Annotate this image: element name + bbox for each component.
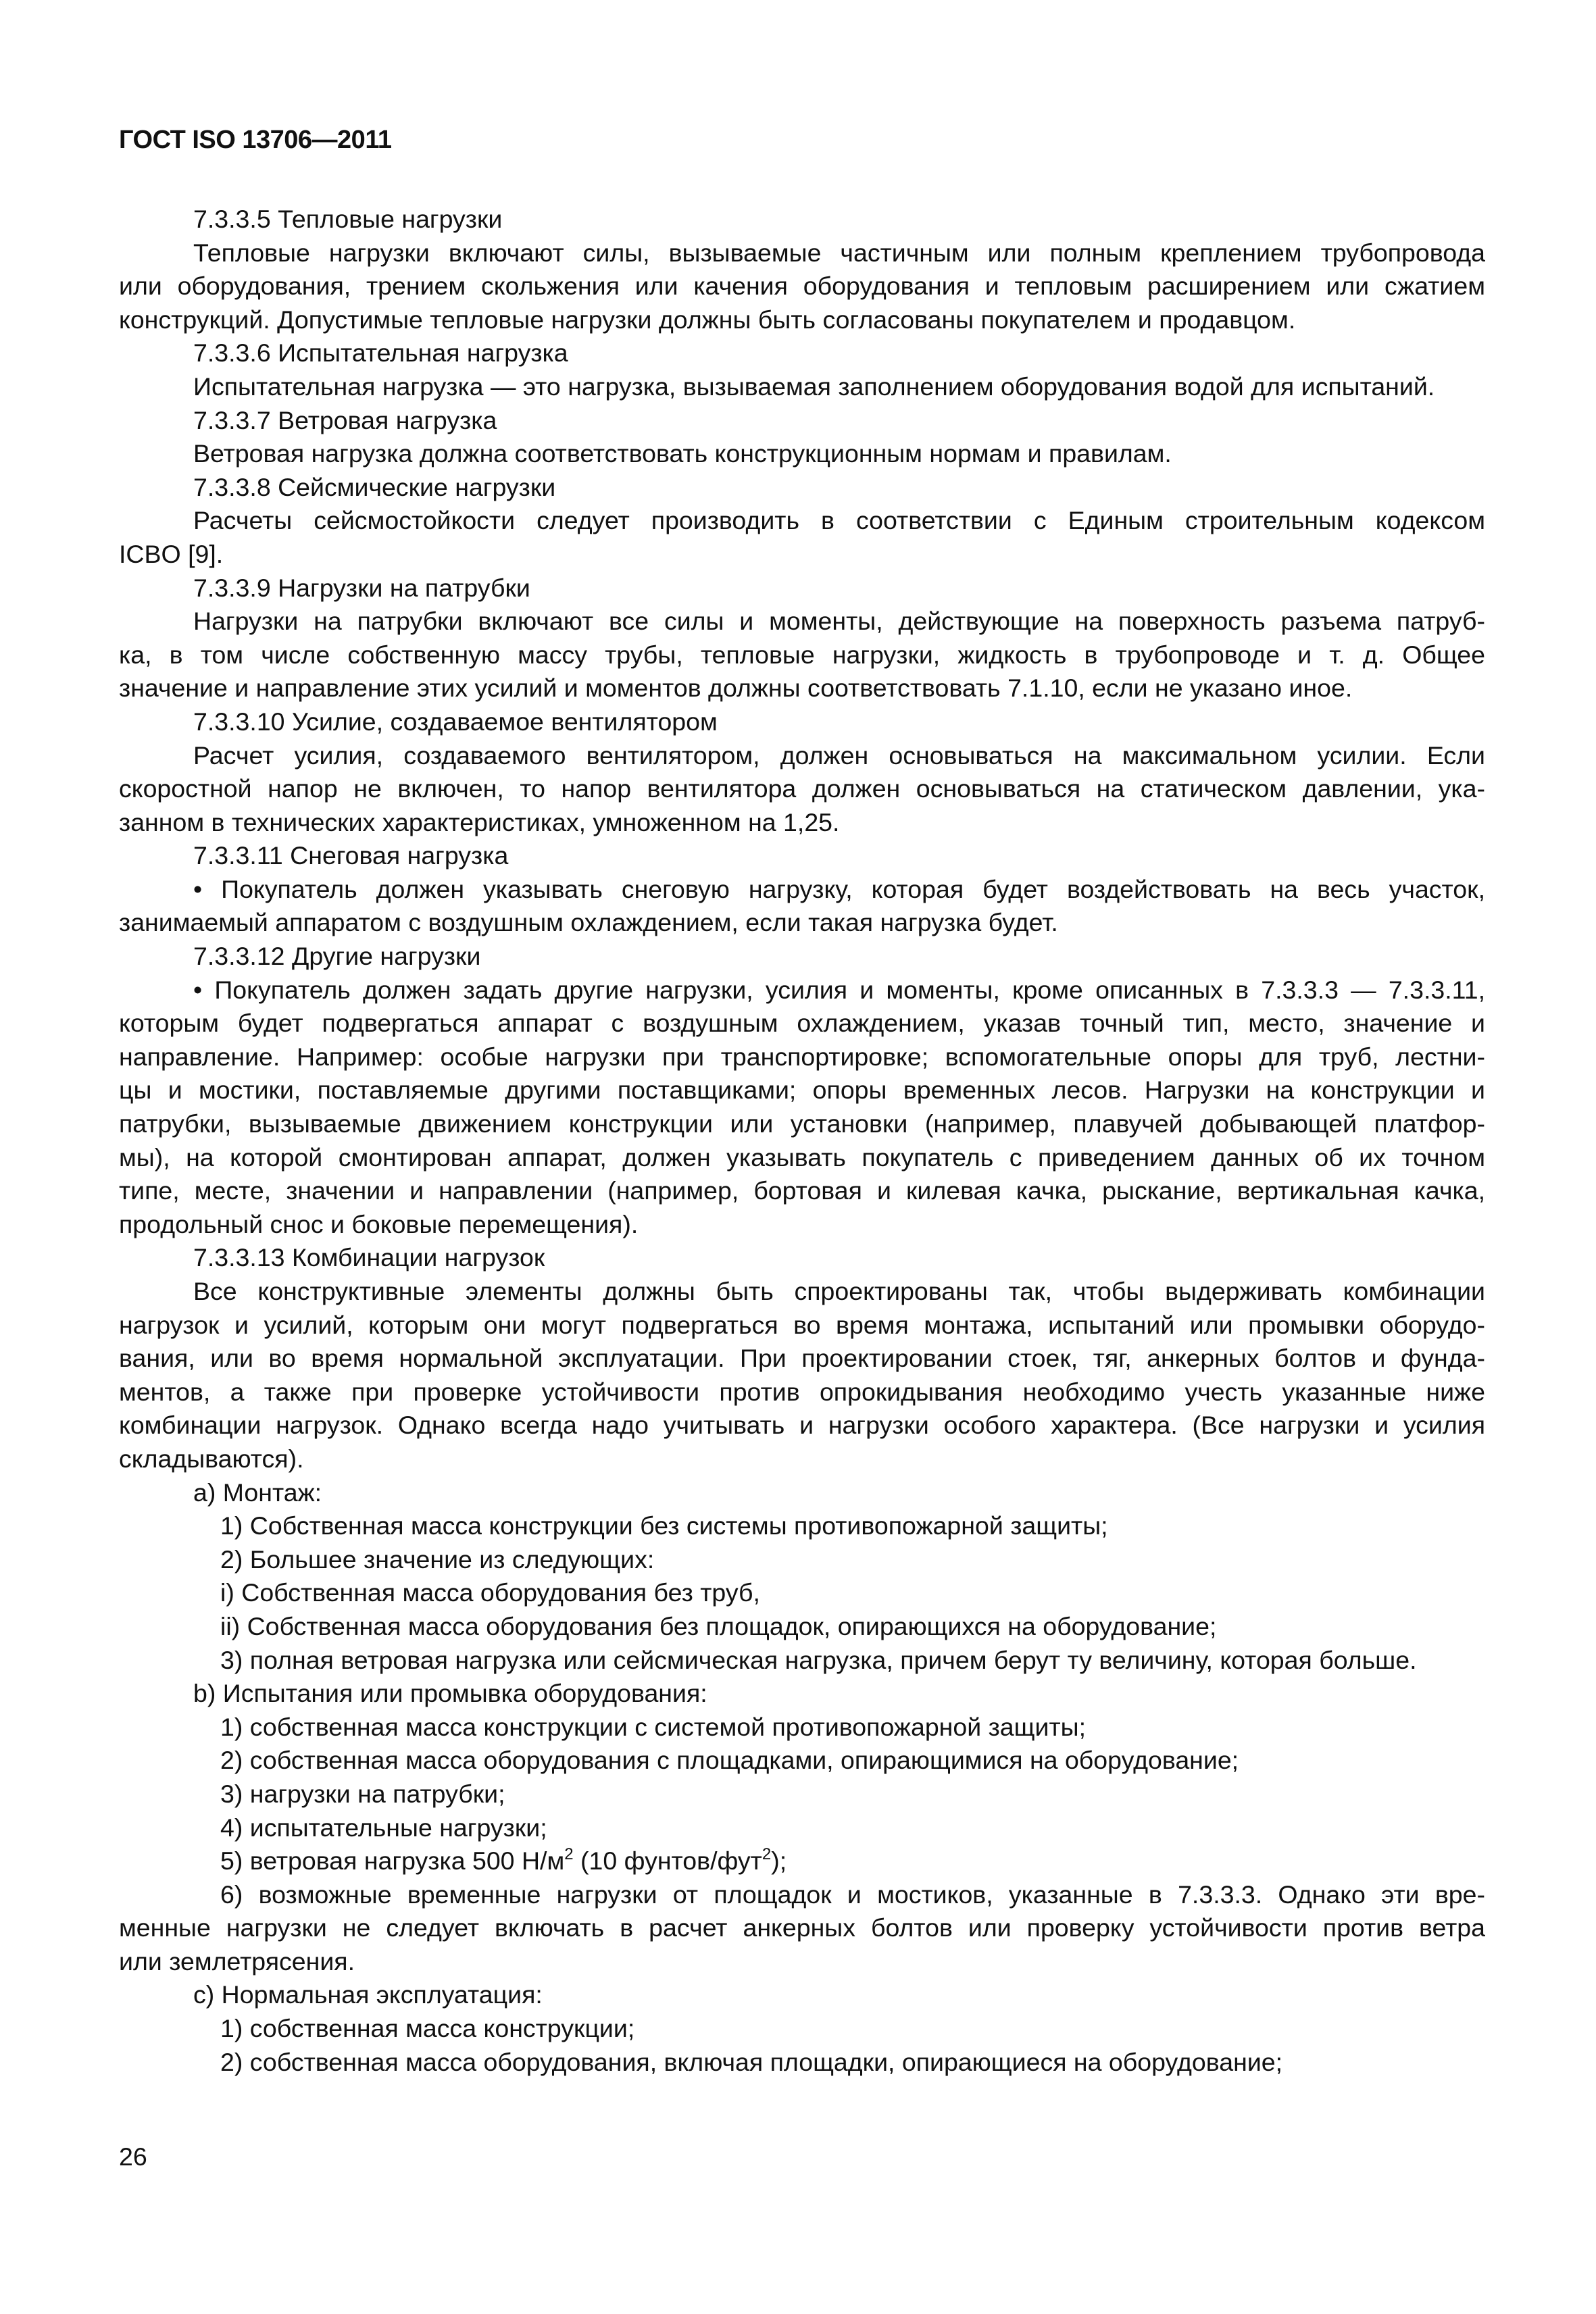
list-item: 2) Большее значение из следующих: [220,1544,655,1574]
text-line: менные нагрузки не следует включать в расчет анкерных болтов или проверку устойчивости против ветра [119,1913,1485,1942]
text-line: Все конструктивные элементы должны быть спроектированы так, чтобы выдерживать комбинации [193,1277,1485,1305]
text-line: продольный снос и боковые перемещения). [119,1209,639,1238]
text-line: Ветровая нагрузка должна соответствовать конструкционным нормам и правилам. [193,439,1172,468]
list-item: 1) Собственная масса конструкции без системы противопожарной защиты; [220,1511,1108,1540]
text-line: ка, в том числе собственную массу трубы, тепловые нагрузки, жидкость в трубопроводе и т. д. Общее [119,640,1485,669]
list-item: 3) нагрузки на патрубки; [220,1779,505,1808]
text-line: Расчет усилия, создаваемого вентилятором, должен основываться на максимальном усилии. Если [193,740,1485,770]
list-item: 1) собственная масса конструкции с системой противопожарной защиты; [220,1712,1087,1741]
text-line: 7.3.3.7 Ветровая нагрузка [193,405,497,434]
text-line: вания, или во время нормальной эксплуатации. При проектировании стоек, тяг, анкерных болтов и фунда- [119,1344,1485,1373]
text-line: нагрузок и усилий, которым они могут подвергаться во время монтажа, испытаний или промывки оборудо- [119,1310,1485,1339]
text-line: 7.3.3.8 Сейсмические нагрузки [193,472,556,501]
text-line: Испытательная нагрузка — это нагрузка, вызываемая заполнением оборудования водой для испытаний. [193,372,1435,401]
list-item: c) Нормальная эксплуатация: [193,1980,543,2009]
text-line: складываются). [119,1444,304,1473]
page-number: 26 [119,2142,147,2171]
text-line: ментов, а также при проверке устойчивости против опрокидывания необходимо учесть указанные ниже [119,1377,1485,1406]
text-line: направление. Например: особые нагрузки при транспортировке; вспомогательные опоры для труб, лестни- [119,1042,1485,1071]
text-line: которым будет подвергаться аппарат с воздушным охлаждением, указав точный тип, место, значение и [119,1009,1485,1038]
text-line: ICBO [9]. [119,539,224,568]
document-header: ГОСТ ISO 13706—2011 [119,126,392,154]
text-line: типе, месте, значении и направлении (например, бортовая и килевая качка, рыскание, вертикальная качка, [119,1176,1485,1205]
text-line: Нагрузки на патрубки включают все силы и моменты, действующие на поверхность разъема патруб- [193,607,1485,636]
text-line: скоростной напор не включен, то напор вентилятора должен основываться на статическом давлении, ука- [119,774,1485,803]
text-line: • Покупатель должен указывать снеговую нагрузку, которая будет воздействовать на весь участок, [193,874,1485,903]
superscript: 2 [564,1844,574,1863]
list-item: 2) собственная масса оборудования, включая площадки, опирающиеся на оборудование; [220,2047,1283,2076]
list-item-text: (10 фунтов/фут [573,1846,762,1876]
text-line: или землетрясения. [119,1946,355,1976]
text-line: или оборудования, трением скольжения или качения оборудования и тепловым расширением или сжатием [119,272,1485,301]
list-item: b) Испытания или промывка оборудования: [193,1679,707,1708]
list-item-text: ); [771,1846,787,1876]
text-line: Тепловые нагрузки включают силы, вызываемые частичным или полным креплением трубопровода [193,238,1485,267]
list-item-text: 5) ветровая нагрузка 500 Н/м [220,1846,565,1876]
list-item: i) Собственная масса оборудования без труб, [220,1578,760,1607]
text-line: 7.3.3.10 Усилие, создаваемое вентилятором [193,707,718,736]
text-line: Расчеты сейсмостойкости следует производить в соответствии с Единым строительным кодексом [193,506,1485,535]
list-item: ii) Собственная масса оборудования без площадок, опирающихся на оборудование; [220,1611,1217,1640]
text-line: мы), на которой смонтирован аппарат, должен указывать покупатель с приведением данных об их точном [119,1142,1485,1172]
text-line: 7.3.3.13 Комбинации нагрузок [193,1243,545,1272]
text-line: • Покупатель должен задать другие нагрузки, усилия и моменты, кроме описанных в 7.3.3.3 — 7.3.3.11, [193,975,1485,1004]
text-line: цы и мостики, поставляемые другими поставщиками; опоры временных лесов. Нагрузки на конструкции и [119,1076,1485,1105]
superscript: 2 [762,1844,772,1863]
text-line: 7.3.3.5 Тепловые нагрузки [193,205,503,233]
list-item: a) Монтаж: [193,1478,322,1507]
text-line: 7.3.3.12 Другие нагрузки [193,942,481,971]
list-item: 2) собственная масса оборудования с площадками, опирающимися на оборудование; [220,1746,1239,1775]
text-line: конструкций. Допустимые тепловые нагрузки должны быть согласованы покупателем и продавцом. [119,305,1296,334]
list-item: 3) полная ветровая нагрузка или сейсмическая нагрузка, причем берут ту величину, которая больше. [220,1645,1417,1674]
text-line: значение и направление этих усилий и моментов должны соответствовать 7.1.10, если не указано иное. [119,674,1353,703]
text-line: занимаемый аппаратом с воздушным охлаждением, если такая нагрузка будет. [119,908,1058,937]
list-item: 1) собственная масса конструкции; [220,2014,635,2043]
list-item [119,1844,1485,1878]
text-line: 7.3.3.11 Снеговая нагрузка [193,841,509,870]
text-line: патрубки, вызываемые движением конструкции или установки (например, плавучей добывающей платфор- [119,1109,1485,1138]
list-item: 4) испытательные нагрузки; [220,1813,547,1842]
text-line: 7.3.3.6 Испытательная нагрузка [193,338,568,368]
document-body [119,203,1485,2079]
text-line: занном в технических характеристиках, умноженном на 1,25. [119,807,840,836]
text-line: 7.3.3.9 Нагрузки на патрубки [193,573,530,602]
list-item: 6) возможные временные нагрузки от площадок и мостиков, указанные в 7.3.3.3. Однако эти вре- [220,1880,1485,1909]
text-line: комбинации нагрузок. Однако всегда надо учитывать и нагрузки особого характера. (Все нагрузки и усилия [119,1411,1485,1440]
